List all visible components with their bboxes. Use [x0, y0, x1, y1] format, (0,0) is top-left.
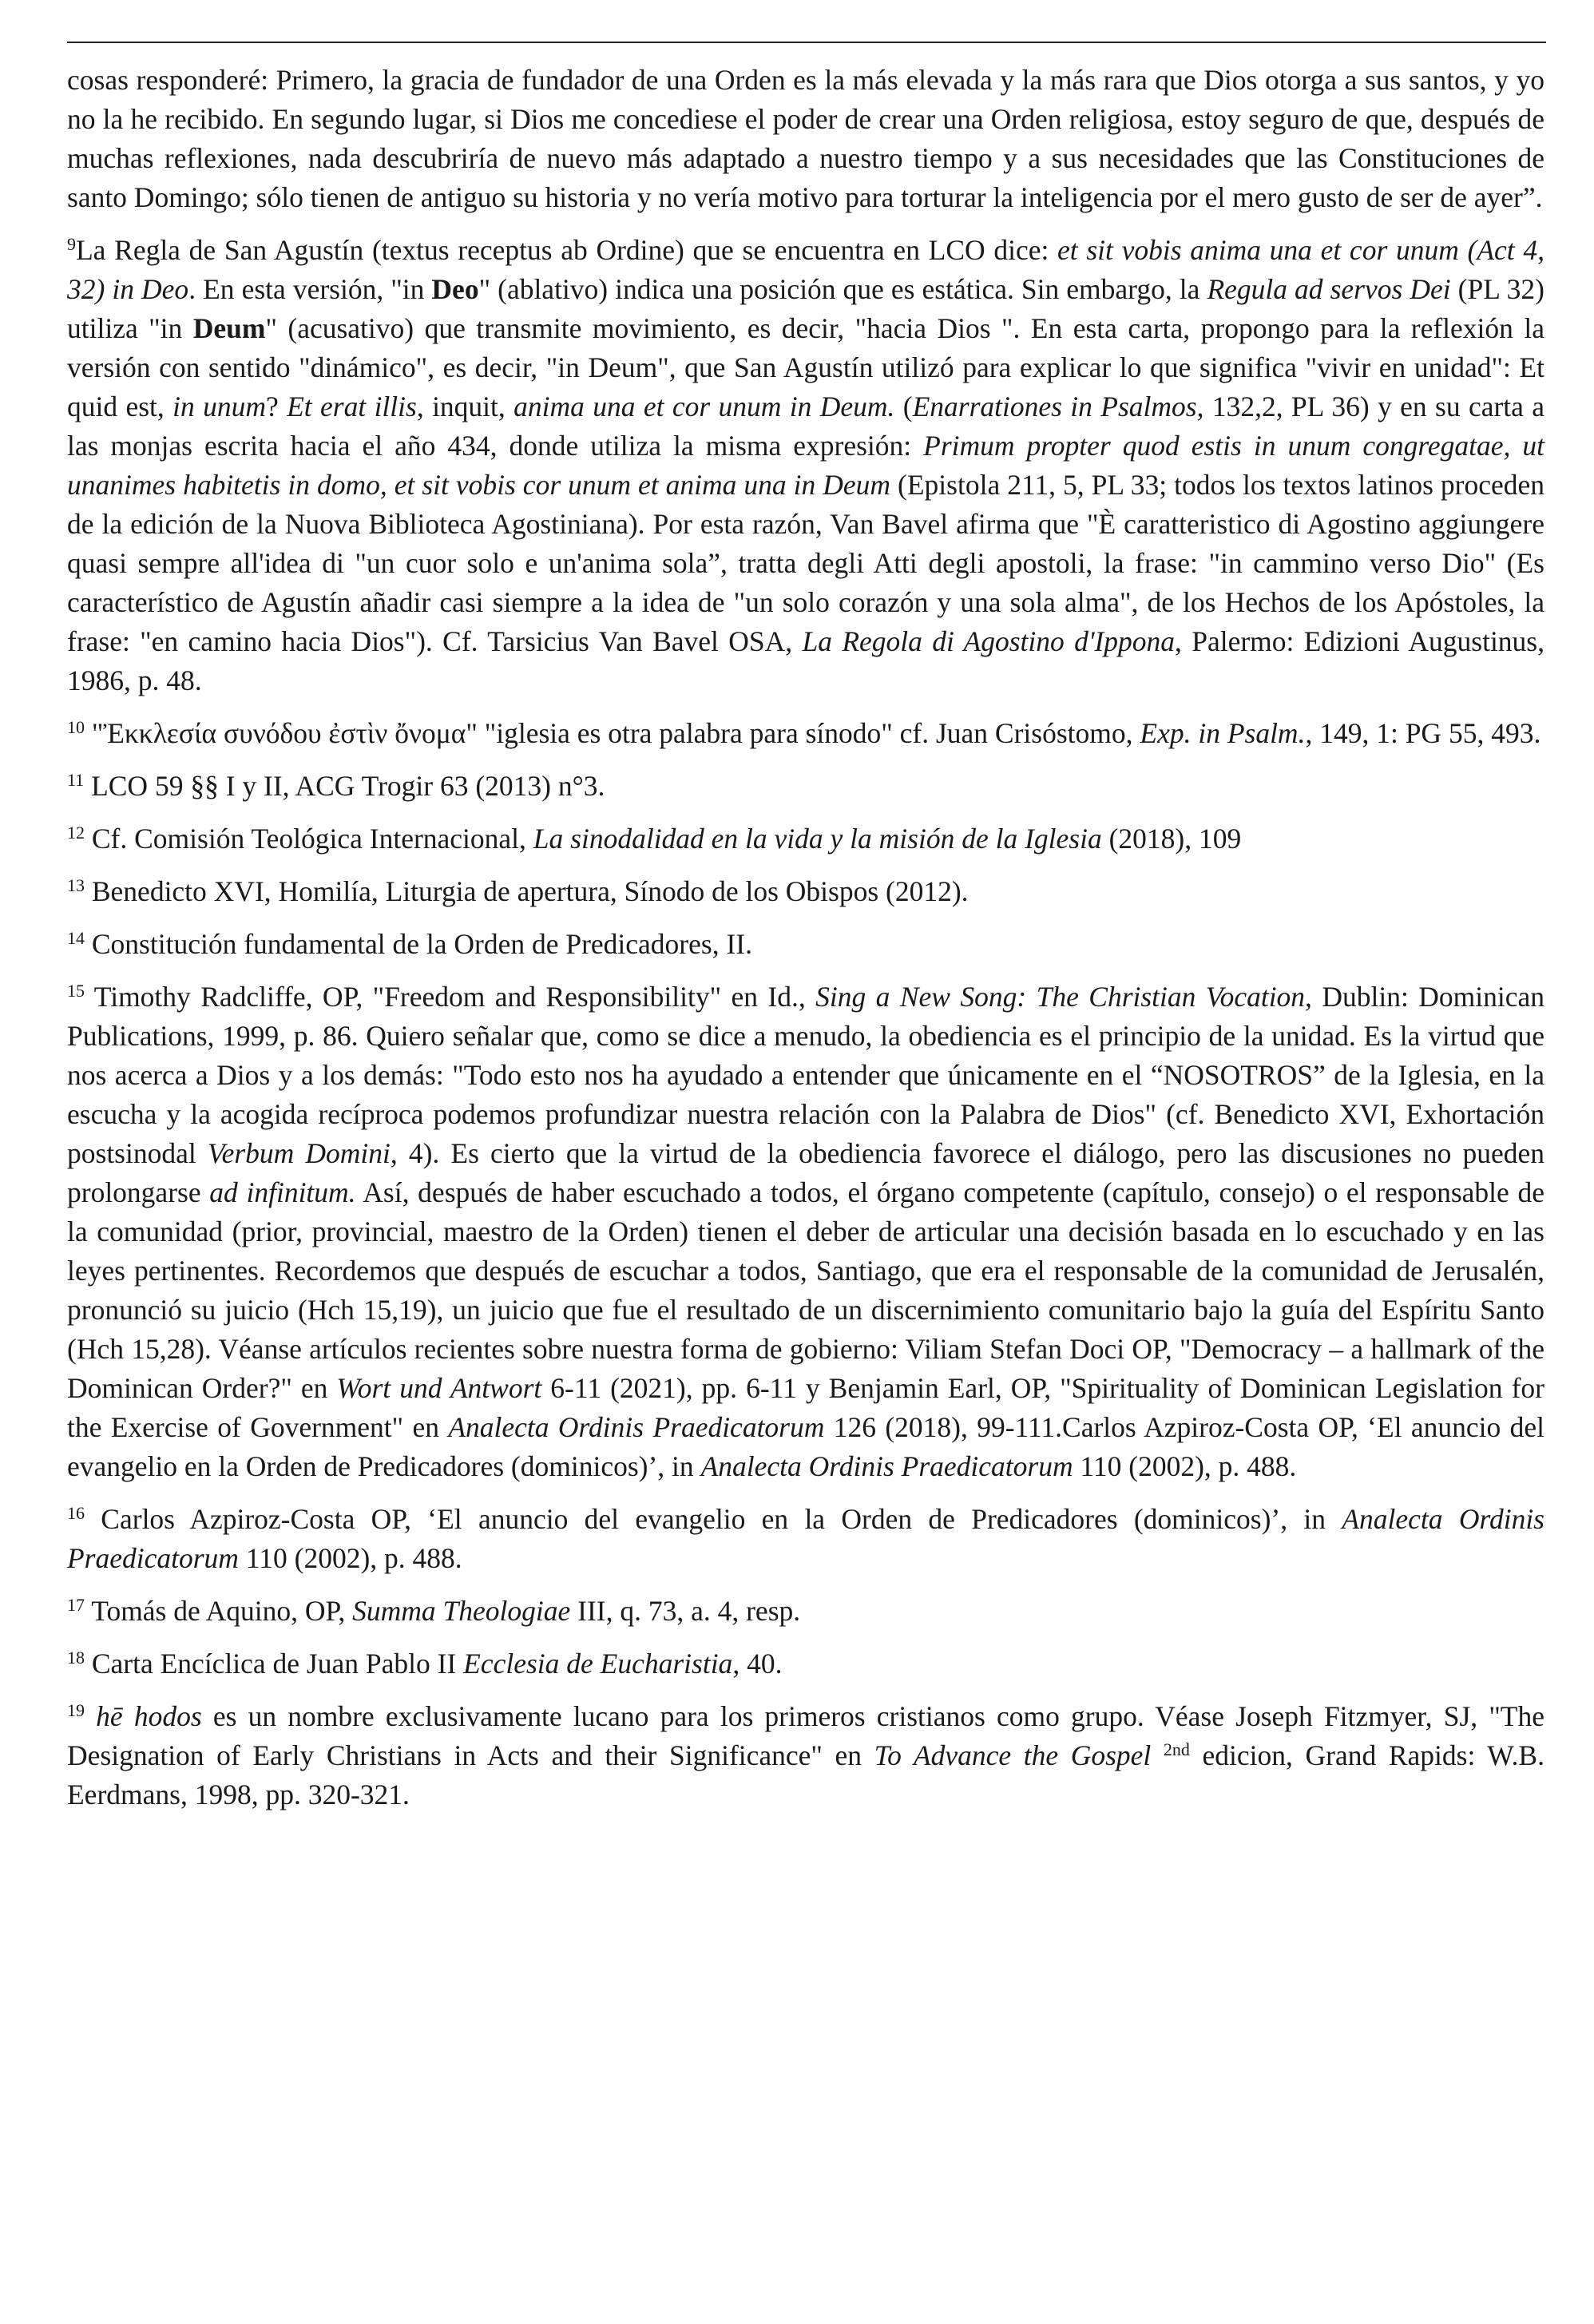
- italic-text: Verbum Domini: [207, 1137, 391, 1169]
- footnote-14: [67, 925, 1544, 964]
- footnote-number: 16: [67, 1503, 85, 1523]
- footnote-15: [67, 978, 1544, 1486]
- italic-text: Primum propter quod estis in unum congregatae, ut unanimes habitetis in domo, et sit vobis cor unum et anima una in Deum: [67, 430, 1544, 501]
- footnote-text: " (ablativo) indica una posición que es estática. Sin embargo, la: [478, 273, 1207, 305]
- bold-text: Deum: [192, 312, 266, 344]
- footnote-text: Tomás de Aquino, OP,: [85, 1595, 353, 1627]
- footnote-text: [85, 1700, 96, 1732]
- footnotes-content: [67, 61, 1544, 1828]
- footnote-text: La Regla de San Agustín (textus receptus ab Ordine) que se encuentra en LCO dice:: [76, 234, 1058, 266]
- italic-text: Enarrationes in Psalmos: [912, 391, 1197, 422]
- italic-text: ad infinitum.: [209, 1176, 356, 1208]
- footnote-text: III, q. 73, a. 4, resp.: [570, 1595, 801, 1627]
- footnote-text: Dublin: Dominican Publications, 1999, p. 86. Quiero señalar que, como se dice a menudo, la obediencia es el principio de la unidad. Es la virtud que nos acerca a Dios y a los demás: "Todo esto nos ha ayudado a entender que únicamente en el “NOSOTROS” de la Iglesia, en la escucha y la acogida recíproca podemos profundizar nuestra relación con la Palabra de Dios" (cf. Benedicto XVI, Exhortación postsinodal: [67, 981, 1544, 1169]
- footnote-text: 110 (2002), p. 488.: [1073, 1450, 1297, 1482]
- header-rule: [67, 42, 1546, 43]
- footnote-text: , 40.: [732, 1648, 783, 1680]
- footnote-10: [67, 714, 1544, 753]
- italic-text: Analecta Ordinis Praedicatorum: [448, 1411, 825, 1443]
- footnote-number: 13: [67, 875, 85, 895]
- footnote-12: [67, 819, 1544, 859]
- footnote-text: edicion, Grand Rapids: W.B. Eerdmans, 1998, pp. 320-321.: [67, 1739, 1544, 1810]
- italic-text: Summa Theologiae: [352, 1595, 571, 1627]
- footnote-text: , 132,2, PL 36) y en su carta a las monjas escrita hacia el año 434, donde utiliza la misma expresión:: [67, 391, 1545, 462]
- footnote-text: (PL 32) utiliza "in: [67, 273, 1544, 344]
- footnote-text: 6-11 (2021), pp. 6-11 y Benjamin Earl, OP, "Spirituality of Dominican Legislation for the Exercise of Government" en: [67, 1372, 1544, 1443]
- italic-text: Exp. in Psalm.: [1140, 717, 1306, 749]
- footnote-text: ?: [266, 391, 287, 422]
- footnotes-list: [67, 231, 1544, 1814]
- footnote-text: Carlos Azpiroz-Costa OP, ‘El anuncio del evangelio en la Orden de Predicadores (dominicos)’, in: [85, 1503, 1342, 1535]
- italic-text: Analecta Ordinis Praedicatorum: [67, 1503, 1545, 1574]
- footnote-text: , 4). Es cierto que la virtud de la obediencia favorece el diálogo, pero las discusiones no pueden prolongarse: [67, 1137, 1545, 1208]
- footnote-number: 18: [67, 1648, 85, 1668]
- footnote-text: , Palermo: Edizioni Augustinus, 1986, p. 48.: [67, 625, 1544, 696]
- italic-text: Analecta Ordinis Praedicatorum: [700, 1450, 1073, 1482]
- italic-text: La Regola di Agostino d'Ippona: [802, 625, 1175, 657]
- footnote-13: [67, 872, 1544, 911]
- footnote-text: , inquit,: [416, 391, 514, 422]
- italic-text: Wort und Antwort: [336, 1372, 542, 1404]
- footnote-17: [67, 1592, 1544, 1631]
- footnote-text: Carta Encíclica de Juan Pablo II: [85, 1648, 464, 1680]
- footnote-number: 17: [67, 1595, 85, 1615]
- footnote-number: 14: [67, 928, 85, 948]
- footnote-number: 19: [67, 1700, 85, 1720]
- bold-text: Deo: [431, 273, 479, 305]
- italic-text: Ecclesia de Eucharistia: [463, 1648, 733, 1680]
- italic-text: Et erat illis: [287, 391, 417, 422]
- italic-text: hē hodos: [96, 1700, 202, 1732]
- footnote-text: Así, después de haber escuchado a todos, el órgano competente (capítulo, consejo) o el responsable de la comunidad (prior, provincial, maestro de la Orden) tienen el deber de articular una decisión basada en lo escuchado y en las leyes pertinentes. Recordemos que después de escuchar a todos, Santiago, que era el responsable de la comunidad de Jerusalén, pronunció su juicio (Hch 15,19), un juicio que fue el resultado de un discernimiento comunitario bajo la guía del Espíritu Santo (Hch 15,28). Véanse artículos recientes sobre nuestra forma de gobierno: Viliam Stefan Doci OP, "Democracy – a hallmark of the Dominican Order?" en: [67, 1176, 1544, 1404]
- italic-text: et sit vobis anima una et cor unum (Act 4, 32) in Deo: [67, 234, 1544, 305]
- footnote-text: es un nombre exclusivamente lucano para los primeros cristianos como grupo. Véase Joseph Fitzmyer, SJ, "The Designation of Early Christians in Acts and their Significance" en: [67, 1700, 1545, 1771]
- footnote-number: 10: [67, 717, 85, 737]
- footnote-text: Timothy Radcliffe, OP, "Freedom and Responsibility" en Id.,: [85, 981, 816, 1013]
- italic-text: Sing a New Song: The Christian Vocation,: [815, 981, 1312, 1013]
- footnote-text: Cf. Comisión Teológica Internacional,: [85, 823, 533, 855]
- footnote-text: Benedicto XVI, Homilía, Liturgia de apertura, Sínodo de los Obispos (2012).: [85, 875, 969, 907]
- footnote-text: 126 (2018), 99-111.Carlos Azpiroz-Costa OP, ‘El anuncio del evangelio en la Orden de Predicadores (dominicos)’, in: [67, 1411, 1545, 1482]
- footnote-number: 11: [67, 770, 85, 790]
- footnote-16: [67, 1500, 1544, 1578]
- italic-text: in unum: [172, 391, 266, 422]
- footnote-number: 15: [67, 981, 85, 1001]
- superscript-text: 2nd: [1163, 1739, 1190, 1759]
- continuation-paragraph: cosas responderé: Primero, la gracia de fundador de una Orden es la más elevada y la más rara que Dios otorga a sus santos, y yo no la he recibido. En segundo lugar, si Dios me concediese el poder de crear una Orden religiosa, estoy seguro de que, después de muchas reflexiones, nada descubriría de nuevo más adaptado a nuestro tiempo y a sus necesidades que las Constituciones de santo Domingo; sólo tienen de antiguo su historia y no vería motivo para torturar la inteligencia por el mero gusto de ser de ayer”.: [67, 64, 1544, 213]
- footnote-text: (Epistola 211, 5, PL 33; todos los textos latinos proceden de la edición de la Nuova Biblioteca Agostiniana). Por esta razón, Van Bavel afirma que "È caratteristico di Agostino aggiungere quasi sempre all'idea di "un cuor solo e un'anima sola”, tratta degli Atti degli apostoli, la frase: "in cammino verso Dio" (Es característico de Agustín añadir casi siempre a la idea de "un solo corazón y una sola alma", de los Hechos de los Apóstoles, la frase: "en camino hacia Dios"). Cf. Tarsicius Van Bavel OSA,: [67, 469, 1544, 657]
- footnote-text: [1151, 1739, 1164, 1771]
- footnote-text: (: [894, 391, 913, 422]
- italic-text: Regula ad servos Dei: [1207, 273, 1451, 305]
- footnote-11: [67, 767, 1544, 806]
- footnote-number: 9: [67, 234, 76, 254]
- footnote-text: , 149, 1: PG 55, 493.: [1305, 717, 1541, 749]
- footnote-text: (2018), 109: [1101, 823, 1242, 855]
- footnote-text: " (acusativo) que transmite movimiento, es decir, "hacia Dios ". En esta carta, propongo para la reflexión la versión con sentido "dinámico", es decir, "in Deum", que San Agustín utilizó para explicar lo que significa "vivir en unidad": Et quid est,: [67, 312, 1544, 422]
- footnote-9: [67, 231, 1544, 700]
- italic-text: La sinodalidad en la vida y la misión de la Iglesia: [533, 823, 1102, 855]
- footnote-text: . En esta versión, "in: [188, 273, 432, 305]
- footnote-19: [67, 1697, 1544, 1814]
- italic-text: To Advance the Gospel: [874, 1739, 1152, 1771]
- footnote-text: Constitución fundamental de la Orden de Predicadores, II.: [85, 928, 752, 960]
- footnote-text: "Ἐκκλεσία συνόδου ἐστὶν ὄνομα" "iglesia es otra palabra para sínodo" cf. Juan Crisóstomo,: [85, 717, 1140, 749]
- footnote-number: 12: [67, 823, 85, 843]
- italic-text: anima una et cor unum in Deum.: [513, 391, 895, 422]
- footnote-text: 110 (2002), p. 488.: [238, 1542, 462, 1574]
- footnote-text: LCO 59 §§ I y II, ACG Trogir 63 (2013) n°3.: [84, 770, 605, 802]
- footnote-18: [67, 1644, 1544, 1684]
